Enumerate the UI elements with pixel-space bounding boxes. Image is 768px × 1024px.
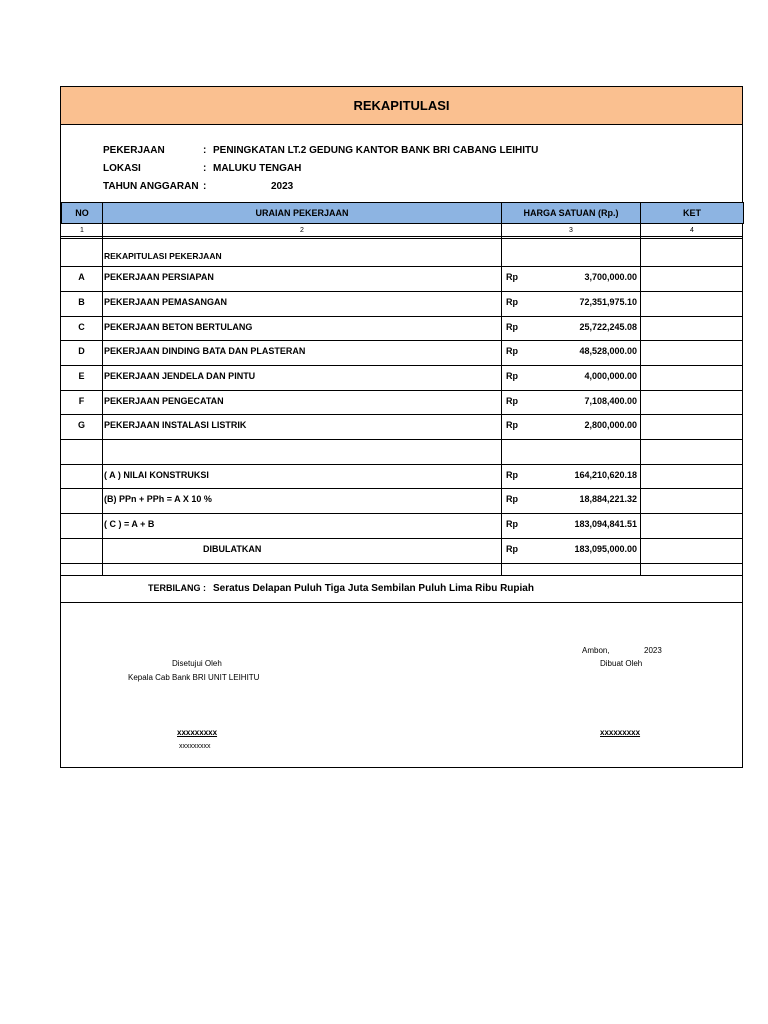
maker-title: Dibuat Oleh — [600, 659, 643, 668]
item-desc: PEKERJAAN PEMASANGAN — [104, 297, 228, 307]
item-currency: Rp — [506, 272, 518, 282]
total-desc: (B) PPn + PPh = A X 10 % — [104, 494, 212, 504]
item-amount: 72,351,975.10 — [579, 297, 637, 307]
header-harga: HARGA SATUAN (Rp.) — [501, 202, 641, 224]
item-amount: 7,108,400.00 — [584, 396, 637, 406]
item-no: D — [78, 346, 85, 356]
item-amount: 48,528,000.00 — [579, 346, 637, 356]
recap-sheet — [60, 86, 743, 768]
item-currency: Rp — [506, 346, 518, 356]
item-currency: Rp — [506, 322, 518, 332]
terbilang-label: TERBILANG : — [148, 583, 206, 593]
total-amount: 164,210,620.18 — [574, 470, 637, 480]
item-desc: PEKERJAAN BETON BERTULANG — [104, 322, 253, 332]
item-no: A — [78, 272, 85, 282]
item-no: G — [77, 420, 85, 430]
row-divider — [61, 575, 742, 576]
info-label: PEKERJAAN — [103, 145, 165, 156]
total-amount: 183,094,841.51 — [574, 519, 637, 529]
item-currency: Rp — [506, 371, 518, 381]
item-amount: 2,800,000.00 — [584, 420, 637, 430]
info-label: LOKASI — [103, 163, 141, 174]
maker-name: xxxxxxxxx — [600, 728, 641, 737]
total-desc: ( C ) = A + B — [104, 519, 155, 529]
col-divider — [102, 224, 103, 575]
info-value: 2023 — [271, 181, 294, 192]
total-desc: DIBULATKAN — [203, 544, 262, 554]
signature-place: Ambon, — [582, 646, 610, 655]
col-divider — [640, 224, 641, 575]
total-currency: Rp — [506, 519, 518, 529]
total-currency: Rp — [506, 544, 518, 554]
header-uraian: URAIAN PEKERJAAN — [102, 202, 502, 224]
total-currency: Rp — [506, 470, 518, 480]
approver-name: xxxxxxxxx — [177, 728, 218, 737]
item-no: C — [78, 322, 85, 332]
item-desc: PEKERJAAN JENDELA DAN PINTU — [104, 371, 256, 381]
item-desc: PEKERJAAN PERSIAPAN — [104, 272, 214, 282]
item-no: E — [78, 371, 85, 381]
item-amount: 25,722,245.08 — [579, 322, 637, 332]
header-ket: KET — [640, 202, 744, 224]
total-amount: 183,095,000.00 — [574, 544, 637, 554]
approver-id: xxxxxxxxx — [179, 743, 211, 750]
total-currency: Rp — [506, 494, 518, 504]
col-number: 2 — [300, 226, 304, 234]
item-currency: Rp — [506, 396, 518, 406]
col-number: 3 — [569, 226, 573, 234]
item-amount: 4,000,000.00 — [584, 371, 637, 381]
total-desc: ( A ) NILAI KONSTRUKSI — [104, 470, 209, 480]
item-no: B — [78, 297, 85, 307]
info-colon: : — [203, 181, 207, 192]
col-number: 1 — [80, 226, 84, 234]
terbilang-value: Seratus Delapan Puluh Tiga Juta Sembilan Puluh Lima Ribu Rupiah — [213, 583, 534, 594]
item-amount: 3,700,000.00 — [584, 272, 637, 282]
info-label: TAHUN ANGGARAN — [103, 181, 199, 192]
col-divider — [501, 224, 502, 575]
item-desc: PEKERJAAN DINDING BATA DAN PLASTERAN — [104, 346, 306, 356]
item-desc: PEKERJAAN INSTALASI LISTRIK — [104, 420, 247, 430]
approver-position: Kepala Cab Bank BRI UNIT LEIHITU — [128, 673, 260, 682]
row-divider — [61, 602, 742, 603]
info-colon: : — [203, 163, 207, 174]
item-currency: Rp — [506, 420, 518, 430]
total-amount: 18,884,221.32 — [579, 494, 637, 504]
info-colon: : — [203, 145, 207, 156]
item-desc: PEKERJAAN PENGECATAN — [104, 396, 224, 406]
approver-title: Disetujui Oleh — [172, 659, 222, 668]
section-label: REKAPITULASI PEKERJAAN — [104, 251, 222, 261]
signature-year: 2023 — [644, 646, 662, 655]
info-value: MALUKU TENGAH — [213, 163, 302, 174]
item-currency: Rp — [506, 297, 518, 307]
page-title: REKAPITULASI — [61, 87, 742, 125]
item-no: F — [78, 396, 85, 406]
info-value: PENINGKATAN LT.2 GEDUNG KANTOR BANK BRI CABANG LEIHITU — [213, 145, 539, 156]
header-no: NO — [61, 202, 103, 224]
col-number: 4 — [690, 226, 694, 234]
